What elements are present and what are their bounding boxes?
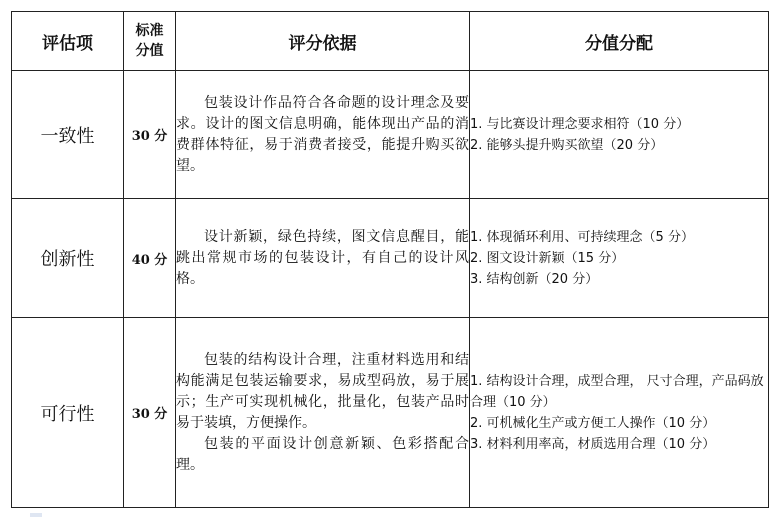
item-cell: 一致性 [12,71,124,199]
header-row [12,12,769,71]
alloc-line: 2. 图文设计新颖（15 分） [470,250,625,266]
alloc-line: 1. 结构设计合理，成型合理， 尺寸合理，产品码放合理（10 分） [470,373,764,410]
alloc-line: 3. 结构创新（20 分） [470,271,599,287]
basis-paragraph: 包装设计作品符合各命题的设计理念及要求。设计的图文信息明确，能体现出产品的消费群体特征，易于消费者接受，能提升购买欲望。 [176,94,469,174]
alloc-line: 2. 可机械化生产或方便工人操作（10 分） [470,415,716,431]
table-row [12,318,769,508]
item-cell: 可行性 [12,318,124,508]
alloc-line: 1. 与比赛设计理念要求相符（10 分） [470,116,690,132]
table-row [12,199,769,318]
score-cell: 40 分 [124,199,176,318]
header-alloc: 分值分配 [470,12,769,71]
item-cell: 创新性 [12,199,124,318]
header-score [124,12,176,71]
score-cell: 30 分 [124,318,176,508]
basis-paragraph: 包装的平面设计创意新颖、色彩搭配合理。 [176,435,469,473]
alloc-cell [470,199,769,318]
basis-cell [176,199,470,318]
basis-paragraph: 包装的结构设计合理，注重材料选用和结构能满足包装运输要求，易成型码放，易于展示；生产可实现机械化，批量化，包装产品时易于装填，方便操作。 [176,351,469,431]
basis-paragraph: 设计新颖，绿色持续，图文信息醒目，能跳出常规市场的包装设计，有自己的设计风格。 [176,228,469,287]
table-row [12,71,769,199]
alloc-line: 2. 能够头提升购买欲望（20 分） [470,137,664,153]
header-score-line1: 标准 [135,23,164,39]
alloc-cell [470,71,769,199]
alloc-cell [470,318,769,508]
score-cell: 30 分 [124,71,176,199]
header-item: 评估项 [12,12,124,71]
page-edge-mark [30,513,42,517]
basis-cell [176,71,470,199]
alloc-line: 3. 材料利用率高，材质选用合理（10 分） [470,436,716,452]
scoring-table [11,11,769,508]
header-score-line2: 分值 [135,43,164,59]
header-basis: 评分依据 [176,12,470,71]
alloc-line: 1. 体现循环利用、可持续理念（5 分） [470,229,694,245]
basis-cell [176,318,470,508]
